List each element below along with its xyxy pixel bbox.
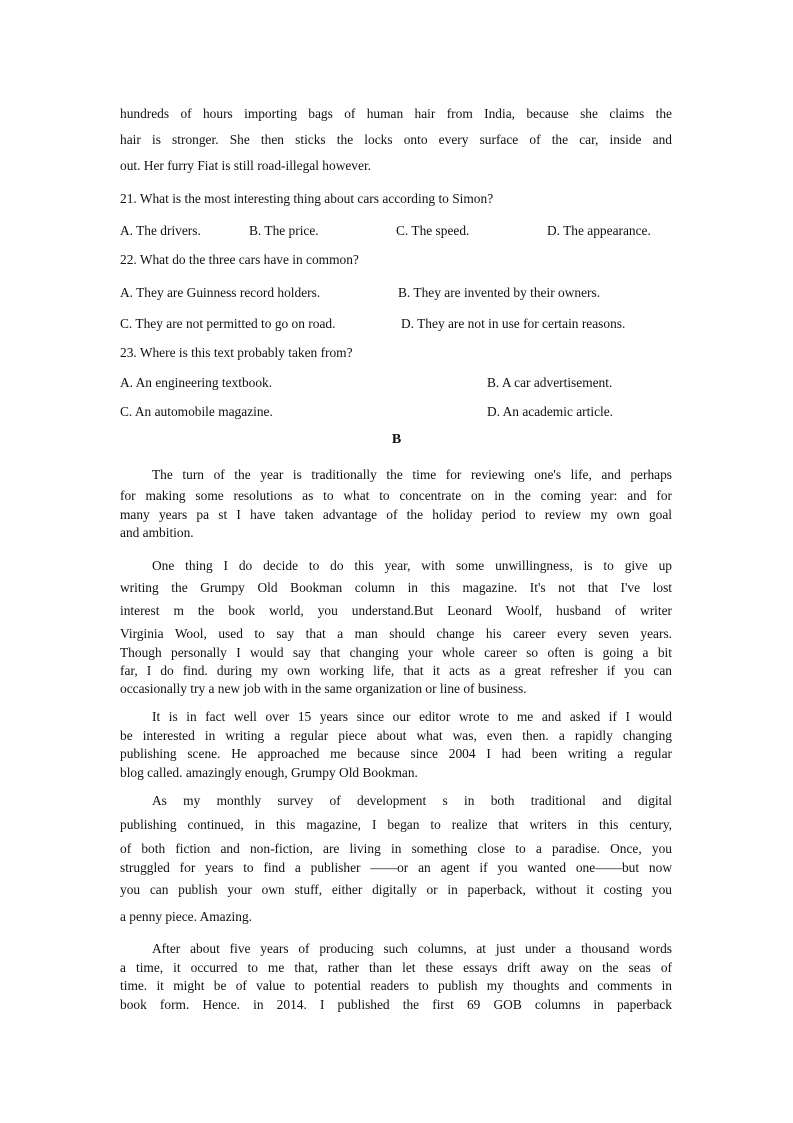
passage-b-line: Though personally I would say that changing your whole career so often is going a bit [120,645,672,660]
passage-b-line: far, I do find. during my own working life, that it acts as a great refresher if you can [120,663,672,678]
section-title: B [391,432,402,447]
question-21-stem: 21. What is the most interesting thing about cars according to Simon? [120,191,494,206]
passage-b-line: book form. Hence. in 2014. I published the first 69 GOB columns in paperback [120,997,672,1012]
passage-b-line: be interested in writing a regular piece about what was, even then. a rapidly changing [120,728,672,743]
passage-b-line: One thing I do decide to do this year, with some unwillingness, is to give up [152,558,672,573]
question-23-stem: 23. Where is this text probably taken from? [120,345,353,360]
question-21-option-b: B. The price. [249,223,319,238]
passage-b-line: publishing continued, in this magazine, I began to realize that writers in this century, [120,817,672,832]
passage-b-line: struggled for years to find a publisher ——or an agent if you wanted one——but now [120,860,672,875]
passage-b-line: writing the Grumpy Old Bookman column in this magazine. It's not that I've lost [120,580,672,595]
question-22-stem: 22. What do the three cars have in common? [120,252,359,267]
question-23-option-d: D. An academic article. [487,404,614,419]
passage-b-line: After about five years of producing such columns, at just under a thousand words [152,941,672,956]
passage-b-line: It is in fact well over 15 years since our editor wrote to me and asked if I would [152,709,672,724]
passage-a-line: hair is stronger. She then sticks the locks onto every surface of the car, inside and [120,132,672,147]
passage-b-line: As my monthly survey of development s in both traditional and digital [152,793,672,808]
question-23-option-a: A. An engineering textbook. [120,375,273,390]
passage-a-line: hundreds of hours importing bags of human hair from India, because she claims the [120,106,672,121]
passage-b-line: Virginia Wool, used to say that a man should change his career every seven years. [120,626,672,641]
question-22-option-a: A. They are Guinness record holders. [120,285,321,300]
passage-b-line: for making some resolutions as to what to concentrate on in the coming year: and for [120,488,672,503]
passage-b-line: and ambition. [120,525,194,540]
question-23-option-c: C. An automobile magazine. [120,404,273,419]
passage-b-line: many years pa st I have taken advantage of the holiday period to review my own goal [120,507,672,522]
passage-b-line: The turn of the year is traditionally the time for reviewing one's life, and perhaps [152,467,672,482]
passage-b-line: a penny piece. Amazing. [120,909,252,924]
question-22-option-b: B. They are invented by their owners. [398,285,601,300]
passage-b-line: interest m the book world, you understand.But Leonard Woolf, husband of writer [120,603,672,618]
passage-a-line: out. Her furry Fiat is still road-illegal however. [120,158,372,173]
passage-b-line: time. it might be of value to potential readers to publish my thoughts and comments in [120,978,672,993]
question-23-option-b: B. A car advertisement. [487,375,613,390]
passage-b-line: occasionally try a new job with in the same organization or line of business. [120,681,527,696]
question-22-option-c: C. They are not permitted to go on road. [120,316,336,331]
passage-b-line: blog called. amazingly enough, Grumpy Old Bookman. [120,765,418,780]
passage-b-line: a time, it occurred to me that, rather than let these essays drift away on the seas of [120,960,672,975]
question-21-option-a: A. The drivers. [120,223,201,238]
question-21-option-d: D. The appearance. [547,223,651,238]
question-21-option-c: C. The speed. [396,223,470,238]
passage-b-line: of both fiction and non-fiction, are living in something close to a paradise. Once, you [120,841,672,856]
passage-b-line: you can publish your own stuff, either digitally or in paperback, without it costing you [120,882,672,897]
question-22-option-d: D. They are not in use for certain reasons. [401,316,626,331]
passage-b-line: publishing scene. He approached me because since 2004 I had been writing a regular [120,746,672,761]
